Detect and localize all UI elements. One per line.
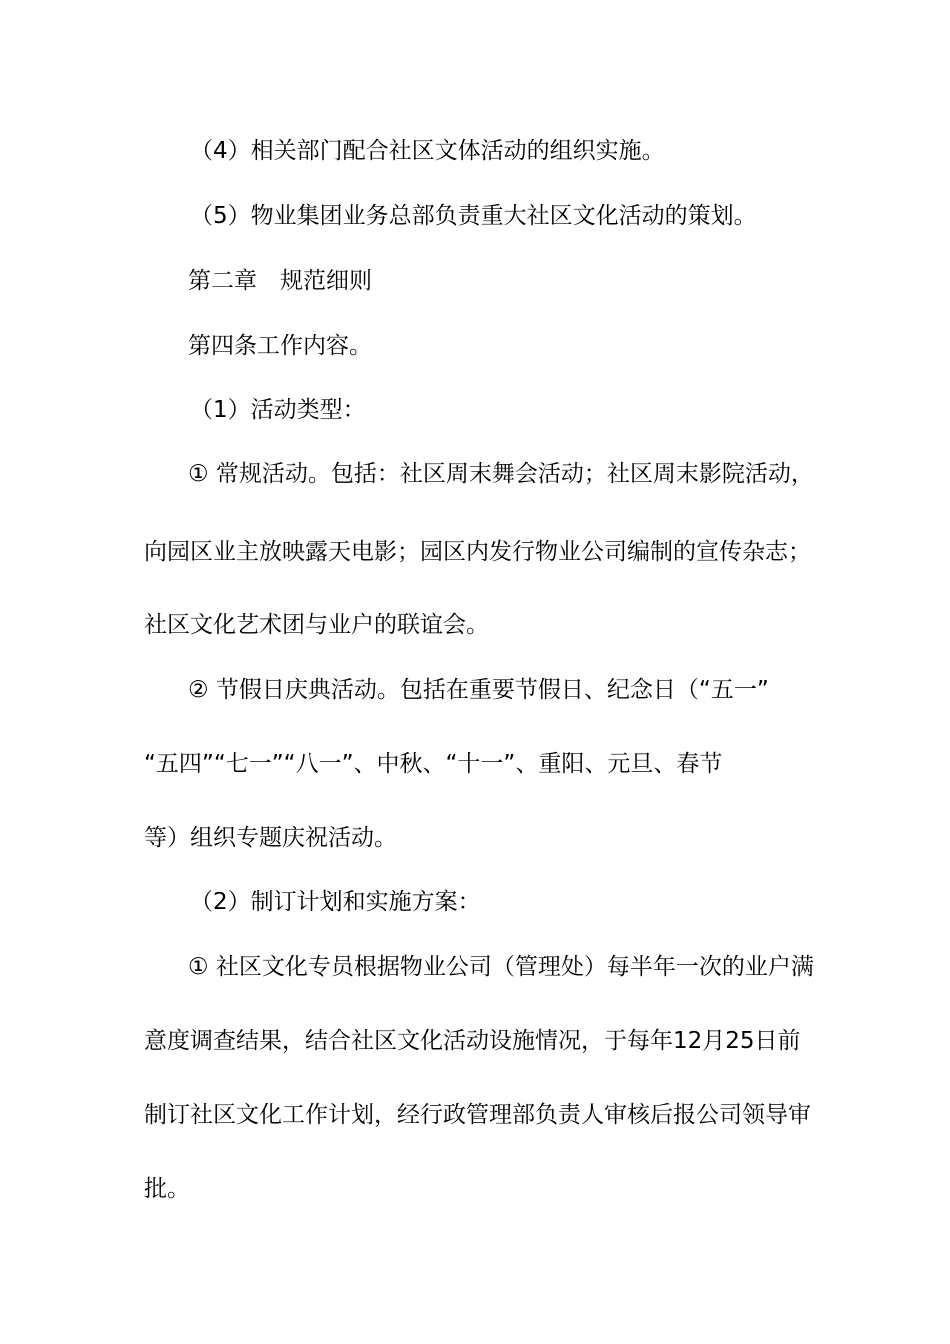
article-heading: 第四条工作内容。 <box>188 333 372 359</box>
paragraph-planning-line4: 批。 <box>144 1176 190 1202</box>
paragraph-regular-activities-line3: 社区文化艺术团与业户的联谊会。 <box>144 612 489 638</box>
paragraph-planning-line1: ① 社区文化专员根据物业公司（管理处）每半年一次的业户满 <box>188 954 814 980</box>
paragraph-holiday-activities-line3: 等）组织专题庆祝活动。 <box>144 825 397 851</box>
paragraph-regular-activities-line1: ① 常规活动。包括：社区周末舞会活动；社区周末影院活动， <box>188 461 814 487</box>
paragraph-holiday-activities-line2: “五四”“七一”“八一”、中秋、“十一”、重阳、元旦、春节 <box>144 751 723 777</box>
paragraph-planning-line2: 意度调查结果，结合社区文化活动设施情况，于每年12月25日前 <box>144 1028 801 1054</box>
paragraph-item-5: （5）物业集团业务总部负责重大社区文化活动的策划。 <box>190 203 757 229</box>
subsection-activity-types: （1）活动类型： <box>190 397 366 423</box>
paragraph-regular-activities-line2: 向园区业主放映露天电影；园区内发行物业公司编制的宣传杂志； <box>144 539 811 565</box>
paragraph-planning-line3: 制订社区文化工作计划，经行政管理部负责人审核后报公司领导审 <box>144 1102 811 1128</box>
subsection-planning: （2）制订计划和实施方案： <box>190 889 481 915</box>
paragraph-holiday-activities-line1: ② 节假日庆典活动。包括在重要节假日、纪念日（“五一” <box>188 677 769 703</box>
paragraph-item-4: （4）相关部门配合社区文体活动的组织实施。 <box>190 138 665 164</box>
chapter-heading: 第二章 规范细则 <box>188 268 372 294</box>
